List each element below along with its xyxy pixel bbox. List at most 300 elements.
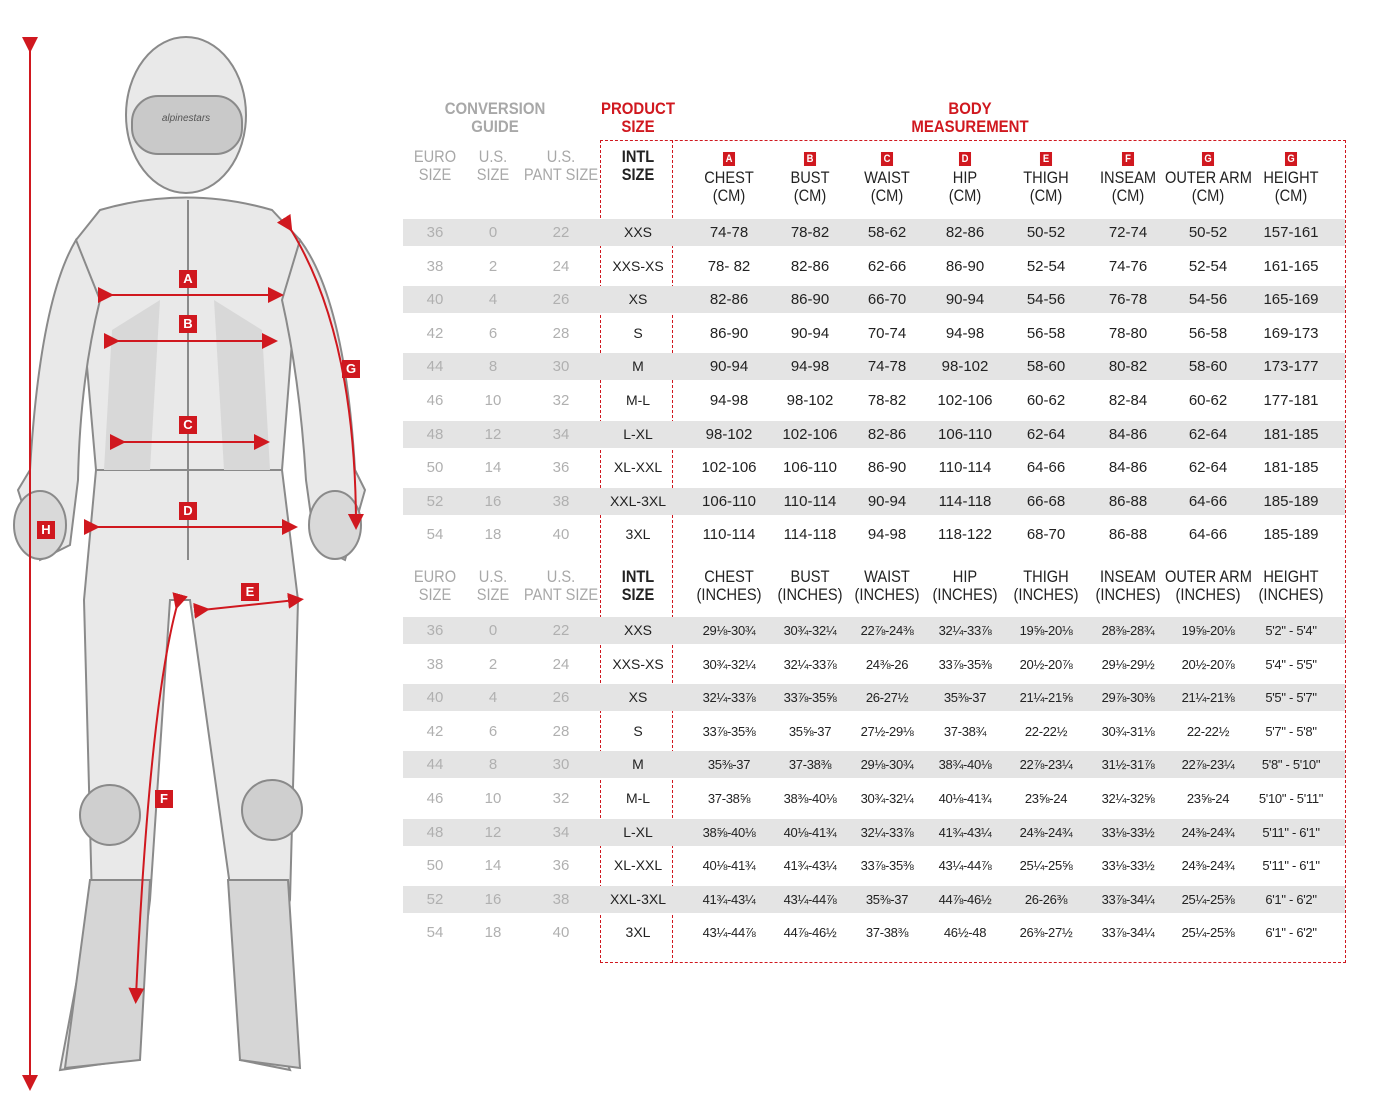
conversion-cell: 42 xyxy=(426,722,444,740)
measurement-cell: 94-98 xyxy=(945,324,985,342)
measurement-letter-badge: B xyxy=(804,152,816,166)
measurement-cell: 74-76 xyxy=(1108,257,1148,275)
measurement-cell: 82-86 xyxy=(709,291,749,309)
cm-header-col-6: C WAIST (CM) xyxy=(864,153,910,205)
measurement-cell: 32¼-32⅝ xyxy=(1101,791,1155,806)
measurement-cell: 29⅛-30¾ xyxy=(860,757,914,773)
conversion-cell: 46 xyxy=(426,392,444,409)
measurement-cell: 58-60 xyxy=(1026,358,1066,376)
measurement-cell: 66-70 xyxy=(867,291,907,309)
conversion-cell: 54 xyxy=(426,924,444,942)
size-cell: XXS xyxy=(623,224,652,240)
conversion-cell: 34 xyxy=(552,425,570,443)
measurement-cell: 82-86 xyxy=(790,257,830,275)
measurement-cell: 58-60 xyxy=(1188,358,1228,376)
cm-table-row xyxy=(403,521,1345,548)
measurement-cell: 82-86 xyxy=(867,425,907,443)
measurement-cell: 86-88 xyxy=(1108,526,1148,544)
measurement-cell: 26-27½ xyxy=(865,690,909,706)
measurement-cell: 74-78 xyxy=(709,224,749,241)
cm-header-col-5: B BUST (CM) xyxy=(790,153,830,205)
conversion-cell: 38 xyxy=(426,257,444,275)
measurement-cell: 24⅜-24¾ xyxy=(1181,858,1235,874)
measurement-cell: 110-114 xyxy=(783,492,837,510)
measurement-cell: 98-102 xyxy=(786,392,834,409)
measurement-cell: 26⅜-27½ xyxy=(1019,925,1073,941)
marker-f: F xyxy=(155,790,173,808)
measurement-cell: 33⅞-34¼ xyxy=(1101,891,1155,907)
conversion-cell: 38 xyxy=(426,655,444,673)
measurement-cell: 30¾-31⅛ xyxy=(1101,723,1155,739)
size-cell: XXL-3XL xyxy=(609,890,667,907)
measurement-cell: 50-52 xyxy=(1026,224,1066,241)
measurement-cell: 32¼-33⅞ xyxy=(783,656,837,672)
measurement-cell: 31½-31⅞ xyxy=(1101,757,1155,773)
measurement-cell: 82-86 xyxy=(945,224,985,241)
cm-header-col-0: EURO SIZE xyxy=(413,147,457,184)
measurement-cell: 33⅞-35⅜ xyxy=(938,656,992,672)
measurement-cell: 27½-29⅛ xyxy=(860,723,914,739)
measurement-cell: 110-114 xyxy=(702,526,756,544)
conversion-cell: 50 xyxy=(426,459,444,477)
measurement-cell: 5'4" - 5'5" xyxy=(1265,656,1317,672)
measurement-cell: 32¼-33⅞ xyxy=(702,690,756,706)
measurement-cell: 41¾-43¼ xyxy=(702,891,756,907)
measurement-cell: 169-173 xyxy=(1263,324,1319,342)
measurement-cell: 37-38⅝ xyxy=(707,791,751,806)
measurement-cell: 37-38¾ xyxy=(943,723,987,739)
cm-table-row xyxy=(403,353,1345,380)
measurement-cell: 118-122 xyxy=(938,526,992,544)
measurement-cell: 102-106 xyxy=(701,459,757,477)
measurement-cell: 80-82 xyxy=(1108,358,1148,376)
cm-header-col-2: U.S. PANT SIZE xyxy=(523,147,599,184)
measurement-cell: 106-110 xyxy=(783,459,837,477)
conversion-cell: 48 xyxy=(426,425,444,443)
measurement-cell: 54-56 xyxy=(1188,291,1228,309)
measurement-cell: 26-26⅜ xyxy=(1024,891,1068,907)
measurement-cell: 5'8" - 5'10" xyxy=(1261,757,1321,773)
size-cell: L-XL xyxy=(623,823,653,840)
measurement-cell: 41¾-43¼ xyxy=(783,858,837,874)
cm-table-row xyxy=(403,488,1345,515)
measurement-cell: 38⅜-40⅛ xyxy=(783,791,837,806)
inch-table-row xyxy=(403,819,1345,846)
measurement-cell: 66-68 xyxy=(1026,492,1066,510)
measurement-cell: 56-58 xyxy=(1026,324,1066,342)
measurement-cell: 5'10" - 5'11" xyxy=(1258,791,1324,806)
measurement-cell: 22-22½ xyxy=(1024,723,1068,739)
cm-table-row xyxy=(403,421,1345,448)
inch-table xyxy=(403,617,1345,950)
conversion-cell: 42 xyxy=(426,324,444,342)
measurement-cell: 106-110 xyxy=(702,492,756,510)
inch-header-col-3: INTL SIZE xyxy=(621,567,655,604)
inch-header-col-7: HIP (INCHES) xyxy=(932,567,998,604)
measurement-cell: 43¼-44⅞ xyxy=(938,858,992,874)
measurement-cell: 84-86 xyxy=(1108,459,1148,477)
measurement-cell: 33⅞-35⅝ xyxy=(783,690,837,706)
measurement-cell: 29⅛-30¾ xyxy=(702,623,756,638)
inch-header-col-4: CHEST (INCHES) xyxy=(696,567,762,604)
conversion-cell: 12 xyxy=(484,425,502,443)
inch-header-col-11: HEIGHT (INCHES) xyxy=(1258,567,1324,604)
measurement-cell: 86-90 xyxy=(790,291,830,309)
conversion-cell: 14 xyxy=(484,857,502,875)
size-cell: XXS-XS xyxy=(612,257,664,274)
measurement-cell: 46½-48 xyxy=(943,925,987,941)
measurement-letter-badge: C xyxy=(881,152,893,166)
measurement-cell: 110-114 xyxy=(938,459,992,477)
size-cell: XL-XXL xyxy=(613,857,663,874)
marker-h: H xyxy=(37,521,55,539)
inch-table-row xyxy=(403,651,1345,678)
measurement-cell: 86-88 xyxy=(1108,492,1148,510)
measurement-cell: 106-110 xyxy=(938,425,992,443)
conversion-cell: 0 xyxy=(488,224,498,241)
measurement-cell: 20½-20⅞ xyxy=(1019,656,1073,672)
cm-header-col-3: INTL SIZE xyxy=(621,147,655,184)
inch-header-col-2: U.S. PANT SIZE xyxy=(523,567,599,604)
measurement-cell: 82-84 xyxy=(1108,392,1148,409)
rider-silhouette xyxy=(0,0,400,1107)
measurement-cell: 37-38⅜ xyxy=(865,925,909,941)
measurement-cell: 76-78 xyxy=(1108,291,1148,309)
measurement-cell: 32¼-33⅞ xyxy=(938,623,992,638)
cm-header-col-1: U.S. SIZE xyxy=(476,147,510,184)
measurement-cell: 86-90 xyxy=(867,459,907,477)
conversion-cell: 40 xyxy=(426,689,444,707)
measurement-cell: 19⅝-20⅛ xyxy=(1019,623,1073,638)
measurement-cell: 60-62 xyxy=(1026,392,1066,409)
conversion-cell: 52 xyxy=(426,492,444,510)
conversion-cell: 54 xyxy=(426,526,444,544)
inch-header-col-10: OUTER ARM (INCHES) xyxy=(1165,567,1252,604)
size-cell: M-L xyxy=(625,790,651,806)
size-cell: S xyxy=(633,722,643,739)
conversion-cell: 32 xyxy=(552,790,570,807)
measurement-cell: 44⅞-46½ xyxy=(938,891,992,907)
conversion-cell: 6 xyxy=(488,324,498,342)
conversion-cell: 50 xyxy=(426,857,444,875)
conversion-cell: 6 xyxy=(488,722,498,740)
conversion-cell: 22 xyxy=(552,622,570,639)
measurement-cell: 6'1" - 6'2" xyxy=(1265,891,1317,907)
size-cell: XXS-XS xyxy=(612,655,664,672)
measurement-cell: 64-66 xyxy=(1026,459,1066,477)
inch-table-row xyxy=(403,852,1345,879)
measurement-cell: 64-66 xyxy=(1188,526,1228,544)
conversion-cell: 34 xyxy=(552,823,570,841)
measurement-cell: 25¼-25⅜ xyxy=(1181,891,1235,907)
conversion-cell: 28 xyxy=(552,324,570,342)
size-cell: 3XL xyxy=(625,526,651,543)
conversion-cell: 8 xyxy=(488,358,498,376)
measurement-cell: 114-118 xyxy=(938,492,992,510)
measurement-cell: 157-161 xyxy=(1263,224,1319,241)
measurement-cell: 90-94 xyxy=(945,291,985,309)
measurement-cell: 35⅜-37 xyxy=(707,757,751,773)
conversion-cell: 12 xyxy=(484,823,502,841)
measurement-cell: 33⅛-33½ xyxy=(1101,858,1155,874)
inch-header-col-1: U.S. SIZE xyxy=(476,567,510,604)
measurement-cell: 41¾-43¼ xyxy=(938,824,992,840)
inch-header-col-8: THIGH (INCHES) xyxy=(1013,567,1079,604)
conversion-cell: 36 xyxy=(552,857,570,875)
measurement-cell: 52-54 xyxy=(1026,257,1066,275)
inch-table-row xyxy=(403,886,1345,913)
conversion-cell: 26 xyxy=(552,291,570,309)
inch-table-row xyxy=(403,751,1345,778)
measurement-cell: 30¾-32¼ xyxy=(860,791,914,806)
measurement-cell: 25¼-25⅜ xyxy=(1181,925,1235,941)
inch-header-col-9: INSEAM (INCHES) xyxy=(1095,567,1161,604)
cm-table-row xyxy=(403,219,1345,246)
measurement-cell: 94-98 xyxy=(867,526,907,544)
size-cell: M xyxy=(632,756,644,773)
measurement-cell: 185-189 xyxy=(1263,492,1319,510)
conversion-cell: 2 xyxy=(488,257,498,275)
measurement-cell: 98-102 xyxy=(941,358,989,376)
conversion-cell: 10 xyxy=(484,790,502,807)
measurement-letter-badge: F xyxy=(1122,152,1134,166)
conversion-cell: 30 xyxy=(552,756,570,774)
inch-table-row xyxy=(403,718,1345,745)
product-size-heading: PRODUCT SIZE xyxy=(601,99,675,136)
measurement-cell: 102-106 xyxy=(782,425,838,443)
conversion-cell: 38 xyxy=(552,492,570,510)
conversion-cell: 24 xyxy=(552,655,570,673)
inch-header-col-5: BUST (INCHES) xyxy=(777,567,843,604)
size-cell: XXL-3XL xyxy=(609,492,667,509)
conversion-cell: 40 xyxy=(552,526,570,544)
size-cell: XL-XXL xyxy=(613,459,663,476)
measurement-cell: 24⅜-26 xyxy=(865,656,909,672)
marker-g: G xyxy=(342,360,360,378)
measurement-cell: 90-94 xyxy=(790,324,830,342)
measurement-letter-badge: G xyxy=(1202,152,1214,166)
conversion-cell: 0 xyxy=(488,622,498,639)
size-cell: XS xyxy=(628,291,648,308)
measurement-cell: 62-66 xyxy=(867,257,907,275)
measurement-figure xyxy=(0,0,400,1107)
size-cell: XS xyxy=(628,689,648,706)
measurement-cell: 23⅝-24 xyxy=(1186,791,1230,806)
measurement-cell: 21¼-21⅜ xyxy=(1181,690,1235,706)
measurement-cell: 60-62 xyxy=(1188,392,1228,409)
measurement-cell: 38¾-40⅛ xyxy=(938,757,992,773)
measurement-cell: 90-94 xyxy=(867,492,907,510)
marker-d: D xyxy=(179,502,197,520)
conversion-cell: 36 xyxy=(426,622,444,639)
inch-table-row xyxy=(403,617,1345,644)
marker-a: A xyxy=(179,270,197,288)
measurement-cell: 43¼-44⅞ xyxy=(702,925,756,941)
measurement-cell: 86-90 xyxy=(709,324,749,342)
conversion-cell: 36 xyxy=(552,459,570,477)
conversion-cell: 40 xyxy=(426,291,444,309)
measurement-cell: 68-70 xyxy=(1026,526,1066,544)
inch-table-row xyxy=(403,684,1345,711)
measurement-cell: 78- 82 xyxy=(707,257,751,275)
measurement-cell: 40⅛-41¾ xyxy=(938,791,992,806)
measurement-cell: 185-189 xyxy=(1263,526,1319,544)
measurement-cell: 38⅝-40⅛ xyxy=(702,824,756,840)
measurement-cell: 22⅞-23¼ xyxy=(1181,757,1235,773)
conversion-cell: 38 xyxy=(552,890,570,908)
size-cell: S xyxy=(633,324,643,341)
inch-header-col-0: EURO SIZE xyxy=(413,567,457,604)
measurement-cell: 35⅝-37 xyxy=(788,723,832,739)
conversion-cell: 14 xyxy=(484,459,502,477)
measurement-cell: 181-185 xyxy=(1263,425,1319,443)
measurement-cell: 94-98 xyxy=(790,358,830,376)
measurement-cell: 86-90 xyxy=(945,257,985,275)
measurement-cell: 6'1" - 6'2" xyxy=(1265,925,1317,941)
measurement-cell: 22-22½ xyxy=(1186,723,1230,739)
measurement-cell: 5'11" - 6'1" xyxy=(1262,858,1320,874)
conversion-cell: 4 xyxy=(488,291,498,309)
cm-table-row xyxy=(403,253,1345,280)
size-cell: 3XL xyxy=(625,924,651,941)
conversion-cell: 22 xyxy=(552,224,570,241)
measurement-cell: 20½-20⅞ xyxy=(1181,656,1235,672)
measurement-cell: 94-98 xyxy=(709,392,749,409)
measurement-cell: 22⅞-23¼ xyxy=(1019,757,1073,773)
conversion-cell: 8 xyxy=(488,756,498,774)
measurement-cell: 23⅝-24 xyxy=(1024,791,1068,806)
measurement-cell: 62-64 xyxy=(1026,425,1066,443)
conversion-cell: 18 xyxy=(484,924,502,942)
conversion-cell: 18 xyxy=(484,526,502,544)
cm-table xyxy=(403,219,1345,552)
inch-header-col-6: WAIST (INCHES) xyxy=(854,567,920,604)
marker-b: B xyxy=(179,315,197,333)
measurement-letter-badge: E xyxy=(1040,152,1052,166)
cm-table-row xyxy=(403,320,1345,347)
cm-table-row xyxy=(403,454,1345,481)
marker-e: E xyxy=(241,583,259,601)
measurement-cell: 5'2" - 5'4" xyxy=(1265,623,1317,638)
measurement-cell: 84-86 xyxy=(1108,425,1148,443)
brand-logo: alpinestars xyxy=(161,113,211,124)
measurement-cell: 78-82 xyxy=(867,392,907,409)
measurement-cell: 64-66 xyxy=(1188,492,1228,510)
size-cell: L-XL xyxy=(623,425,653,442)
measurement-cell: 30¾-32¼ xyxy=(783,623,837,638)
conversion-cell: 10 xyxy=(484,392,502,409)
measurement-letter-badge: D xyxy=(959,152,971,166)
measurement-cell: 37-38⅜ xyxy=(788,757,832,773)
conversion-cell: 40 xyxy=(552,924,570,942)
measurement-cell: 35⅜-37 xyxy=(943,690,987,706)
conversion-cell: 28 xyxy=(552,722,570,740)
measurement-cell: 161-165 xyxy=(1263,257,1319,275)
measurement-cell: 40⅛-41¾ xyxy=(783,824,837,840)
conversion-cell: 36 xyxy=(426,224,444,241)
measurement-cell: 21¼-21⅝ xyxy=(1019,690,1073,706)
measurement-cell: 24⅜-24¾ xyxy=(1019,824,1073,840)
measurement-letter-badge: A xyxy=(723,152,735,166)
conversion-cell: 2 xyxy=(488,655,498,673)
measurement-cell: 28⅜-28¾ xyxy=(1101,623,1155,638)
measurement-cell: 33⅞-35⅜ xyxy=(860,858,914,874)
measurement-cell: 32¼-33⅞ xyxy=(860,824,914,840)
measurement-cell: 74-78 xyxy=(867,358,907,376)
inch-table-row xyxy=(403,919,1345,946)
conversion-cell: 44 xyxy=(426,756,444,774)
measurement-cell: 50-52 xyxy=(1188,224,1228,241)
cm-header-col-9: F INSEAM (CM) xyxy=(1099,153,1157,205)
conversion-cell: 4 xyxy=(488,689,498,707)
size-cell: XXS xyxy=(623,622,652,638)
cm-header-col-8: E THIGH (CM) xyxy=(1023,153,1069,205)
measurement-cell: 58-62 xyxy=(867,224,907,241)
measurement-cell: 5'7" - 5'8" xyxy=(1265,723,1317,739)
conversion-cell: 16 xyxy=(484,492,502,510)
measurement-cell: 30¾-32¼ xyxy=(702,656,756,672)
cm-table-row xyxy=(403,387,1345,414)
measurement-cell: 90-94 xyxy=(709,358,749,376)
measurement-cell: 78-80 xyxy=(1108,324,1148,342)
measurement-cell: 5'11" - 6'1" xyxy=(1262,824,1320,840)
measurement-cell: 70-74 xyxy=(867,324,907,342)
marker-c: C xyxy=(179,416,197,434)
cm-header-col-7: D HIP (CM) xyxy=(948,153,982,205)
cm-header-col-11: G HEIGHT (CM) xyxy=(1263,153,1319,205)
size-cell: M-L xyxy=(625,392,651,408)
measurement-cell: 98-102 xyxy=(705,425,753,443)
size-cell: M xyxy=(632,358,644,375)
measurement-cell: 33⅞-35⅜ xyxy=(702,723,756,739)
measurement-cell: 44⅞-46½ xyxy=(783,925,837,941)
conversion-cell: 24 xyxy=(552,257,570,275)
conversion-cell: 16 xyxy=(484,890,502,908)
measurement-cell: 19⅝-20⅛ xyxy=(1181,623,1235,638)
measurement-cell: 54-56 xyxy=(1026,291,1066,309)
cm-header-col-4: A CHEST (CM) xyxy=(704,153,754,205)
measurement-cell: 181-185 xyxy=(1263,459,1319,477)
measurement-cell: 165-169 xyxy=(1263,291,1319,309)
conversion-cell: 32 xyxy=(552,392,570,409)
conversion-cell: 46 xyxy=(426,790,444,807)
measurement-cell: 56-58 xyxy=(1188,324,1228,342)
measurement-cell: 24⅜-24¾ xyxy=(1181,824,1235,840)
measurement-cell: 5'5" - 5'7" xyxy=(1265,690,1317,706)
measurement-cell: 62-64 xyxy=(1188,459,1228,477)
measurement-letter-badge: G xyxy=(1285,152,1297,166)
measurement-cell: 72-74 xyxy=(1108,224,1148,241)
measurement-cell: 33⅛-33½ xyxy=(1101,824,1155,840)
measurement-cell: 33⅞-34¼ xyxy=(1101,925,1155,941)
measurement-cell: 173-177 xyxy=(1263,358,1319,376)
measurement-cell: 102-106 xyxy=(937,392,993,409)
conversion-guide-heading: CONVERSION GUIDE xyxy=(444,99,546,136)
body-measurement-heading: BODY MEASUREMENT xyxy=(911,99,1029,136)
measurement-cell: 22⅞-24⅜ xyxy=(860,623,914,638)
measurement-cell: 78-82 xyxy=(790,224,830,241)
measurement-cell: 114-118 xyxy=(783,526,837,544)
conversion-cell: 30 xyxy=(552,358,570,376)
conversion-cell: 52 xyxy=(426,890,444,908)
measurement-cell: 43¼-44⅞ xyxy=(783,891,837,907)
measurement-cell: 29⅞-30⅜ xyxy=(1101,690,1155,706)
inch-table-row xyxy=(403,785,1345,812)
measurement-cell: 177-181 xyxy=(1263,392,1319,409)
measurement-cell: 40⅛-41¾ xyxy=(702,858,756,874)
conversion-cell: 48 xyxy=(426,823,444,841)
conversion-cell: 26 xyxy=(552,689,570,707)
